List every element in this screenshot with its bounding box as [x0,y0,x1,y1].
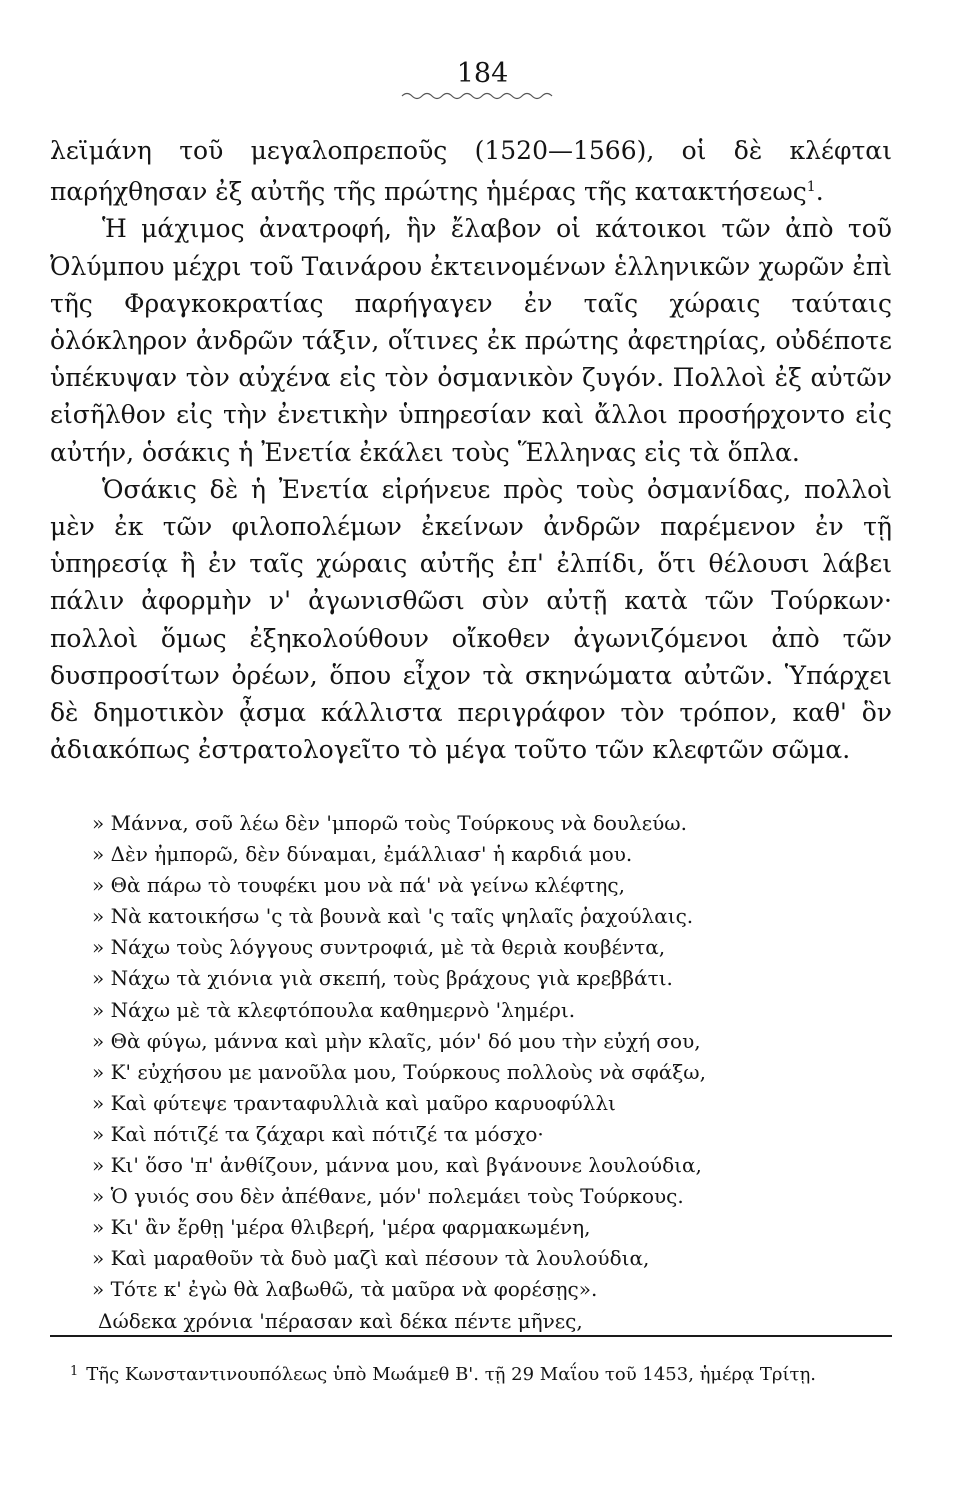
verse-line: » Κι' ὅσο 'π' ἀνθίζουν, μάννα μου, καὶ βγάνουνε λουλούδια, [92,1153,702,1178]
footnote-paragraph [50,1357,892,1390]
verse-line: » Δὲν ἠμπορῶ, δὲν δύναμαι, ἐμάλλιασ' ἡ καρδιά μου. [92,842,633,867]
paragraph: Ἡ μάχιμος ἀνατροφή, ἣν ἔλαβον οἱ κάτοικοι τῶν ἀπὸ τοῦ Ὀλύμπου μέχρι τοῦ Ταινάρου ἐκτεινομένων ἑλληνικῶν χωρῶν ἐπὶ τῆς Φραγκοκρατίας παρήγαγεν ἐν ταῖς χώραις ταύταις ὁλόκληρον ἀνδρῶν τάξιν, οἵτινες ἐκ πρώτης ἀφετηρίας, οὐδέποτε ὑπέκυψαν τὸν αὐχένα εἰς τὸν ὀσμανικὸν ζυγόν. Πολλοὶ ἐξ αὐτῶν εἰσῆλθον εἰς τὴν ἐνετικὴν ὑπηρεσίαν καὶ ἄλλοι προσήρχοντο εἰς αὐτήν, ὁσάκις ἡ Ἐνετία ἐκάλει τοὺς Ἕλληνας εἰς τὰ ὅπλα. [50,214,892,467]
verse-line: » Καὶ πότιζέ τα ζάχαρι καὶ πότιζέ τα μόσχο· [92,1121,544,1146]
paragraph-continued: λεϊμάνη τοῦ μεγαλοπρεποῦς (1520—1566), οἱ δὲ κλέφται παρήχθησαν ἐξ αὐτῆς τῆς πρώτης ἡμέρας τῆς κατακτήσεως$^1$. [50,136,892,207]
verse-line: » Νάχω μὲ τὰ κλεφτόπουλα καθημερνὸ 'λημέρι. [92,997,576,1022]
verse-line: » Μάννα, σοῦ λέω δὲν 'μπορῶ τοὺς Τούρκους νὰ δουλεύω. [92,811,687,835]
verse-line: » Νάχω τοὺς λόγγους συντροφιά, μὲ τὰ θεριὰ κουβέντα, [92,935,666,960]
verse-line: » Θὰ φύγω, μάννα καὶ μὴν κλαῖς, μόν' δό μου τὴν εὐχή σου, [92,1028,701,1053]
footnote-reference: 1 [806,179,816,196]
verse-line: » Καὶ φύτεψε τρανταφυλλιὰ καὶ μαῦρο καρυοφύλλι [92,1090,616,1115]
verse-line: » Καὶ μαραθοῦν τὰ δυὸ μαζὶ καὶ πέσουν τὰ λουλούδια, [92,1246,650,1271]
verse-line: » Νὰ κατοικήσω 'ς τὰ βουνὰ καὶ 'ς ταῖς ψηλαῖς ῥαχούλαις. [92,904,694,929]
verse-line: » Τότε κ' ἐγὼ θὰ λαβωθῶ, τὰ μαῦρα νὰ φορέσῃς». [92,1277,598,1302]
page-number: 184 [456,58,509,89]
footnote [50,1357,892,1390]
verse-line: Δώδεκα χρόνια 'πέρασαν καὶ δέκα πέντε μῆνες, [98,1308,583,1333]
verse-line: » Κ' εὐχήσου με μανοῦλα μου, Τούρκους πολλοὺς νὰ σφάξω, [92,1059,706,1084]
verse-line: » Ὁ γυιός σου δὲν ἀπέθανε, μόν' πολεμάει τοὺς Τούρκους. [92,1184,684,1209]
paragraph: Ὁσάκις δὲ ἡ Ἐνετία εἰρήνευε πρὸς τοὺς ὀσμανίδας, πολλοὶ μὲν ἐκ τῶν φιλοπολέμων ἐκείνων ἀνδρῶν παρέμενον ἐν τῇ ὑπηρεσίᾳ ἢ ἐν ταῖς χώραις αὐτῆς ἐπ' ἐλπίδι, ὅτι θέλουσι λάβει πάλιν ἀφορμὴν ν' ἀγωνισθῶσι σὺν αὐτῇ κατὰ τῶν Τούρκων· πολλοὶ ὅμως ἐξηκολούθουν οἴκοθεν ἀγωνιζόμενοι ἀπὸ τῶν δυσπροσίτων ὀρέων, ὅπου εἶχον τὰ σκηνώματα αὐτῶν. Ὑπάρχει δὲ δημοτικὸν ᾆσμα κάλλιστα περιγράφον τὸν τρόπον, καθ' ὃν ἀδιακόπως ἐστρατολογεῖτο τὸ μέγα τοῦτο τῶν κλεφτῶν σῶμα. [50,474,892,765]
footnote-text: Τῆς Κωνσταντινουπόλεως ὑπὸ Μωάμεθ Β'. τῇ 29 Μαΐου τοῦ 1453, ἡμέρᾳ Τρίτῃ. [86,1364,817,1385]
verse-line: » Νάχω τὰ χιόνια γιὰ σκεπή, τοὺς βράχους γιὰ κρεββάτι. [92,966,673,991]
folk-song-verses [92,808,882,1337]
wavy-ornament [400,90,560,104]
footnote-mark: 1 [70,1364,79,1379]
verse-line: » Θὰ πάρω τὸ τουφέκι μου νὰ πά' νὰ γείνω κλέφτης, [92,873,625,898]
verse-line: » Κι' ἂν ἔρθῃ 'μέρα θλιβερή, 'μέρα φαρμακωμένη, [92,1215,591,1240]
paragraph-text: λεϊμάνη τοῦ μεγαλοπρεποῦς (1520—1566), οἱ δὲ κλέφται παρήχθησαν ἐξ αὐτῆς τῆς πρώτης ἡμέρας τῆς κατακτήσεως [50,136,892,207]
footnote-divider [50,1335,892,1337]
main-text [50,132,892,768]
